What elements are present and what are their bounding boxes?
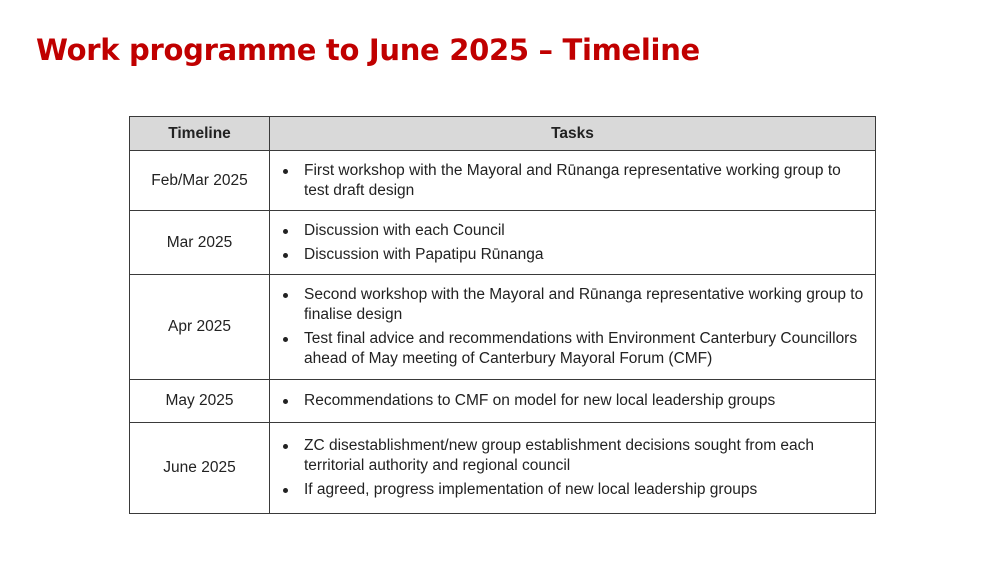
task-text: Recommendations to CMF on model for new local leadership groups <box>304 392 776 409</box>
timeline-cell: Mar 2025 <box>130 211 270 275</box>
table-row <box>130 151 876 211</box>
task-list <box>270 285 865 369</box>
task-item <box>270 161 865 201</box>
tasks-cell <box>270 275 876 380</box>
bullet-icon <box>283 337 288 342</box>
task-text: ZC disestablishment/new group establishment decisions sought from each territorial authority and regional council <box>304 437 815 474</box>
header-tasks: Tasks <box>270 117 876 151</box>
tasks-cell <box>270 211 876 275</box>
task-text: Test final advice and recommendations with Environment Canterbury Councillors ahead of May meeting of Canterbury Mayoral Forum (CMF) <box>304 330 858 367</box>
task-item <box>270 391 865 411</box>
timeline-cell: Feb/Mar 2025 <box>130 151 270 211</box>
task-text: First workshop with the Mayoral and Rūnanga representative working group to test draft design <box>304 161 841 199</box>
table-row <box>130 380 876 423</box>
task-text: Discussion with Papatipu Rūnanga <box>304 245 544 263</box>
bullet-icon <box>283 293 288 298</box>
task-item <box>270 245 865 265</box>
task-item <box>270 329 865 369</box>
bullet-icon <box>283 488 288 493</box>
tasks-cell <box>270 380 876 423</box>
timeline-cell: June 2025 <box>130 423 270 514</box>
bullet-icon <box>283 229 288 234</box>
task-item <box>270 285 865 325</box>
timeline-cell: May 2025 <box>130 380 270 423</box>
timeline-cell: Apr 2025 <box>130 275 270 380</box>
task-list <box>270 436 865 500</box>
task-item <box>270 436 865 476</box>
task-text: Discussion with each Council <box>304 221 505 239</box>
slide-title: Work programme to June 2025 – Timeline <box>36 33 700 67</box>
table-row <box>130 275 876 380</box>
header-timeline: Timeline <box>130 117 270 151</box>
tasks-cell <box>270 151 876 211</box>
bullet-icon <box>283 253 288 258</box>
bullet-icon <box>283 169 288 174</box>
timeline-table <box>129 116 876 514</box>
table-row <box>130 211 876 275</box>
task-list <box>270 391 865 411</box>
task-item <box>270 221 865 241</box>
bullet-icon <box>283 399 288 404</box>
task-list <box>270 161 865 201</box>
table-header-row <box>130 117 876 151</box>
tasks-cell <box>270 423 876 514</box>
task-text: Second workshop with the Mayoral and Rūnanga representative working group to finalise design <box>304 286 864 323</box>
task-list <box>270 221 865 265</box>
table-row <box>130 423 876 514</box>
bullet-icon <box>283 444 288 449</box>
task-text: If agreed, progress implementation of new local leadership groups <box>304 481 758 498</box>
task-item <box>270 480 865 500</box>
